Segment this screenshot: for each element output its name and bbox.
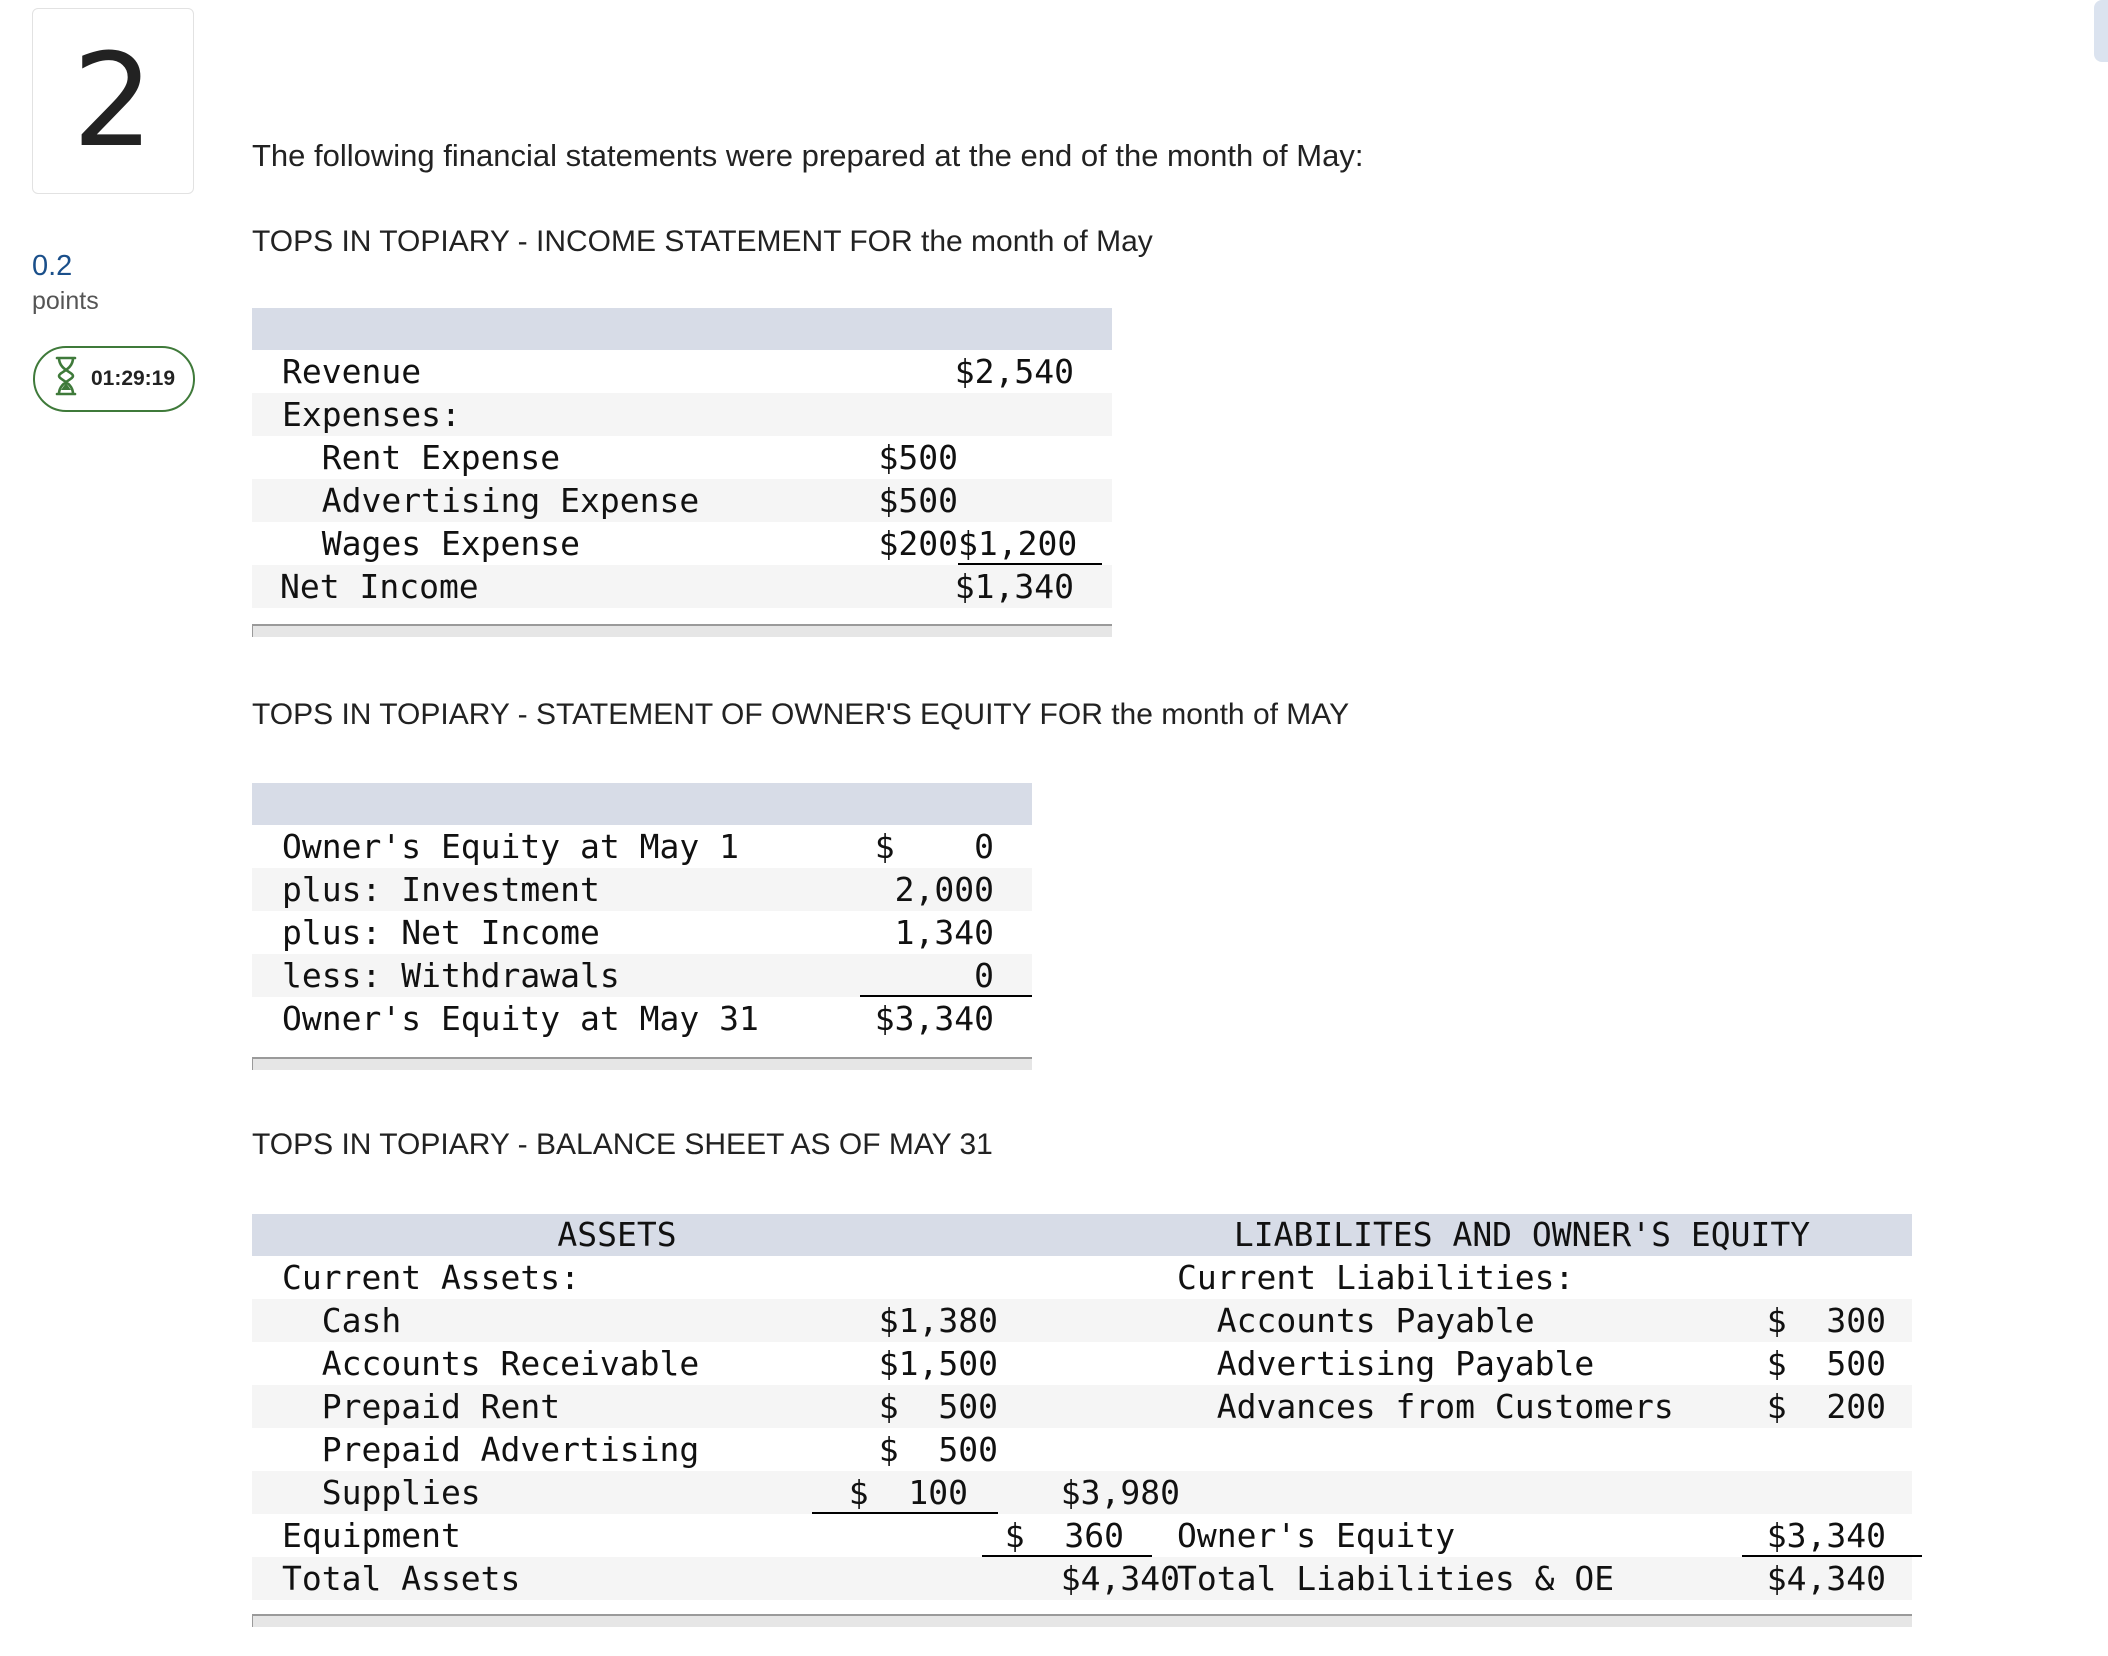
table-row bbox=[252, 1514, 1912, 1557]
liabilities-header: LIABILITES AND OWNER'S EQUITY bbox=[1233, 1215, 1811, 1254]
table-row bbox=[252, 479, 1112, 522]
table-row bbox=[252, 1299, 1912, 1342]
asset-label: Current Assets: bbox=[282, 1258, 581, 1297]
table-row bbox=[252, 350, 1112, 393]
asset-amount: $1,380 bbox=[878, 1301, 998, 1340]
table-row bbox=[252, 522, 1112, 565]
table-row bbox=[252, 1342, 1912, 1385]
liability-label: Owner's Equity bbox=[1177, 1516, 1456, 1555]
row-amount: $500 bbox=[878, 438, 958, 477]
liability-label: Advertising Payable bbox=[1177, 1344, 1595, 1383]
row-total: $2,540 bbox=[954, 352, 1074, 391]
row-label: plus: Net Income bbox=[282, 913, 600, 952]
table-header bbox=[252, 308, 1112, 350]
side-panel-tab[interactable] bbox=[2094, 0, 2108, 62]
asset-label: Equipment bbox=[282, 1516, 461, 1555]
row-amount: $3,340 bbox=[874, 999, 994, 1038]
table-row bbox=[252, 954, 1032, 997]
table-row bbox=[252, 997, 1032, 1040]
assets-header: ASSETS bbox=[557, 1215, 677, 1254]
row-total: $1,340 bbox=[954, 567, 1074, 606]
liability-label: Current Liabilities: bbox=[1177, 1258, 1575, 1297]
points-label: points bbox=[32, 287, 99, 315]
table-row bbox=[252, 868, 1032, 911]
table-row bbox=[252, 1471, 1912, 1514]
asset-total: $ 360 bbox=[982, 1514, 1152, 1557]
row-amount: $ 0 bbox=[874, 827, 994, 866]
liability-label: Total Liabilities & OE bbox=[1177, 1559, 1615, 1598]
row-label: plus: Investment bbox=[282, 870, 600, 909]
table-row bbox=[252, 1385, 1912, 1428]
income-statement-table bbox=[252, 308, 1112, 637]
question-intro: The following financial statements were prepared at the end of the month of May: bbox=[252, 138, 1364, 173]
row-label: Wages Expense bbox=[282, 524, 581, 563]
asset-label: Cash bbox=[282, 1301, 402, 1340]
table-row bbox=[252, 1256, 1912, 1299]
asset-label: Prepaid Rent bbox=[282, 1387, 561, 1426]
table-header bbox=[252, 783, 1032, 825]
liability-label: Accounts Payable bbox=[1177, 1301, 1535, 1340]
owners-equity-title: TOPS IN TOPIARY - STATEMENT OF OWNER'S EQUITY FOR the month of MAY bbox=[252, 698, 1350, 731]
row-label: Owner's Equity at May 1 bbox=[282, 827, 739, 866]
asset-label: Accounts Receivable bbox=[282, 1344, 700, 1383]
row-amount: 1,340 bbox=[894, 913, 994, 952]
hourglass-icon bbox=[53, 356, 79, 402]
table-row bbox=[252, 436, 1112, 479]
table-footer bbox=[252, 1057, 1032, 1070]
asset-amount: $1,500 bbox=[878, 1344, 998, 1383]
liability-amount: $3,340 bbox=[1742, 1514, 1922, 1557]
table-row bbox=[252, 1428, 1912, 1471]
asset-label: Supplies bbox=[282, 1473, 481, 1512]
timer-value: 01:29:19 bbox=[90, 367, 176, 390]
balance-sheet-table bbox=[252, 1214, 1912, 1627]
asset-label: Total Assets bbox=[282, 1559, 521, 1598]
timer[interactable] bbox=[33, 346, 195, 412]
row-label: Revenue bbox=[282, 352, 422, 391]
row-amount: 2,000 bbox=[894, 870, 994, 909]
asset-amount: $ 100 bbox=[812, 1471, 998, 1514]
table-row bbox=[252, 1557, 1912, 1600]
table-row bbox=[252, 565, 1112, 608]
points-value: 0.2 bbox=[32, 250, 73, 282]
asset-amount: $ 500 bbox=[878, 1430, 998, 1469]
table-row bbox=[252, 825, 1032, 868]
row-amount: $500 bbox=[878, 481, 958, 520]
row-label: Owner's Equity at May 31 bbox=[282, 999, 759, 1038]
row-label: Expenses: bbox=[282, 395, 461, 434]
row-label: less: Withdrawals bbox=[282, 956, 620, 995]
liability-amount: $ 300 bbox=[1766, 1301, 1886, 1340]
row-label: Rent Expense bbox=[282, 438, 561, 477]
liability-amount: $ 200 bbox=[1766, 1387, 1886, 1426]
asset-total: $3,980 bbox=[1060, 1473, 1180, 1512]
table-row bbox=[252, 393, 1112, 436]
liability-label: Advances from Customers bbox=[1177, 1387, 1674, 1426]
table-footer bbox=[252, 624, 1112, 637]
balance-sheet-title: TOPS IN TOPIARY - BALANCE SHEET AS OF MAY 31 bbox=[252, 1128, 993, 1161]
income-statement-title: TOPS IN TOPIARY - INCOME STATEMENT FOR the month of May bbox=[252, 225, 1153, 258]
liability-amount: $4,340 bbox=[1766, 1559, 1886, 1598]
row-amount: $200 bbox=[810, 522, 958, 567]
asset-total: $4,340 bbox=[1060, 1559, 1180, 1598]
asset-amount: $ 500 bbox=[878, 1387, 998, 1426]
table-row bbox=[252, 911, 1032, 954]
table-footer bbox=[252, 1614, 1912, 1627]
row-amount: 0 bbox=[860, 954, 1032, 997]
owners-equity-table bbox=[252, 783, 1032, 1070]
question-number: 2 bbox=[32, 8, 194, 194]
liability-amount: $ 500 bbox=[1766, 1344, 1886, 1383]
table-header bbox=[252, 1214, 1912, 1256]
asset-label: Prepaid Advertising bbox=[282, 1430, 700, 1469]
row-total: $1,200 bbox=[958, 522, 1102, 565]
row-label: Net Income bbox=[280, 567, 479, 606]
row-label: Advertising Expense bbox=[282, 481, 700, 520]
